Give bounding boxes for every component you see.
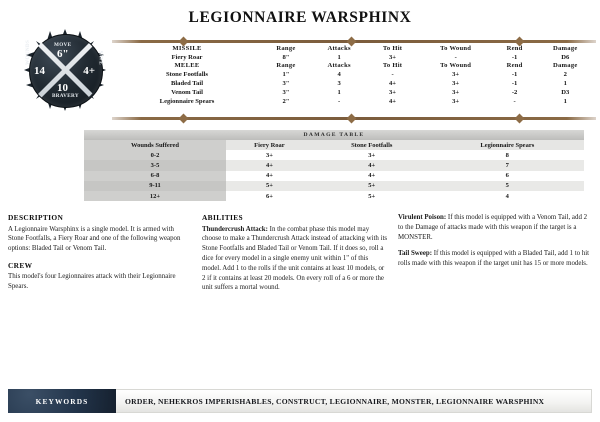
divider-top: [112, 40, 596, 43]
weapon-stat-cell: 3+: [389, 53, 397, 61]
damage-table-title: DAMAGE TABLE: [84, 130, 584, 140]
damage-value-cell: 8: [505, 151, 509, 159]
weapon-name-cell: Venom Tail: [171, 88, 203, 96]
weapon-stat-cell: D3: [561, 88, 570, 96]
weapon-stat-cell: 3: [337, 80, 341, 88]
weapons-table: [112, 44, 596, 105]
ability-virulent-poison: [398, 213, 594, 242]
damage-value-cell: 4: [505, 192, 509, 200]
keywords-bar: [8, 389, 592, 413]
damage-wounds-cell: 0-2: [84, 150, 226, 160]
weapons-row: [112, 88, 596, 97]
weapon-stat-cell: -: [513, 97, 516, 105]
damage-table-row: [84, 150, 584, 160]
divider-bottom: [112, 117, 596, 120]
weapon-stat-cell: Range: [276, 44, 296, 52]
weapon-stat-cell: To Wound: [440, 44, 472, 52]
weapon-name-cell: MELEE: [174, 62, 200, 70]
damage-table-row: [84, 160, 584, 170]
damage-value-cell: 4+: [265, 172, 273, 180]
weapon-stat-cell: 3+: [452, 97, 460, 105]
weapon-name-cell: Fiery Roar: [171, 53, 203, 61]
wheel-move-value: 6": [57, 48, 69, 60]
wheel-bravery-value: 10: [57, 82, 68, 94]
damage-wounds-cell: 3-5: [84, 160, 226, 170]
keywords-values: ORDER, NEHEKROS IMPERISHABLES, CONSTRUCT, LEGIONNAIRE, MONSTER, LEGIONNAIRE WARSPHINX: [116, 389, 592, 413]
damage-value-cell: 4+: [368, 172, 376, 180]
ability-tail-sweep: [398, 249, 594, 269]
damage-value-cell: 5: [431, 181, 584, 191]
damage-value-cell: 5+: [226, 181, 313, 191]
ability-text: In the combat phase this model may choose to make a Thundercrush Attack instead of attacking with its Stone Footfalls and Bladed Tail or Venom Tail. If it does so, roll a dice for every model in a single enemy unit within 1" of this model. Add 1 to the rolls if the unit contains at least 10 models, or 2 if it contains at least 20 models. On every roll of a 6 or more the unit suffers a mortal wound.: [202, 225, 388, 292]
damage-header-row: [84, 140, 584, 150]
weapons-row: [112, 53, 596, 62]
weapon-stat-cell: Damage: [553, 62, 578, 70]
weapon-stat-cell: -1: [511, 53, 518, 61]
ability-text: If this model is equipped with a Venom Tail, add 2 to the Damage of attacks made with this weapon if the target is a MONSTER.: [398, 214, 588, 241]
weapon-stat-cell: -2: [511, 88, 518, 96]
wheel-move-label: MOVE: [54, 42, 72, 48]
damage-header-cell: Stone Footfalls: [313, 140, 431, 150]
keywords-label: KEYWORDS: [8, 389, 116, 413]
weapon-name-cell: Stone Footfalls: [166, 71, 208, 79]
weapon-stat-cell: Rend: [506, 44, 523, 52]
wheel-save-value: 4+: [83, 65, 95, 77]
weapon-stat-cell: 1: [563, 80, 567, 88]
damage-value-cell: 7: [431, 160, 584, 170]
damage-wounds-cell: 6-8: [84, 171, 226, 181]
weapons-row: [112, 70, 596, 79]
weapon-stat-cell: -: [391, 71, 394, 79]
weapon-name-cell: Legionnaire Spears: [159, 97, 215, 105]
weapon-stat-cell: 3+: [452, 88, 460, 96]
weapon-stat-cell: 1": [282, 71, 290, 79]
weapons-row: [112, 79, 596, 88]
weapon-stat-cell: 3+: [389, 88, 397, 96]
weapon-stat-cell: -: [454, 53, 457, 61]
page-title: LEGIONNAIRE WARSPHINX: [188, 9, 412, 26]
weapon-stat-cell: -1: [511, 80, 518, 88]
weapon-stat-cell: Rend: [506, 62, 523, 70]
weapon-stat-cell: D6: [561, 53, 570, 61]
weapon-stat-cell: 1: [337, 53, 341, 61]
description-text: A Legionnaire Warsphinx is a single model. It is armed with Stone Footfalls, a Fiery Roar and one of the following weapon options: Bladed Tail or Venom Tail.: [8, 225, 181, 253]
damage-table-row: [84, 181, 584, 191]
damage-value-cell: 6: [505, 172, 509, 180]
weapon-stat-cell: 8": [282, 53, 290, 61]
ability-text: If this model is equipped with a Bladed Tail, add 1 to hit rolls made with this weapon if the target unit has 15 or more models.: [398, 250, 590, 268]
weapon-name-cell: Bladed Tail: [170, 80, 204, 88]
weapon-stat-cell: 4: [337, 71, 341, 79]
damage-value-cell: 4+: [226, 160, 313, 170]
weapon-stat-cell: 1: [337, 88, 341, 96]
damage-wounds-cell: 12+: [84, 191, 226, 201]
ability-name: Virulent Poison:: [398, 214, 447, 221]
weapons-header-row: [112, 44, 596, 53]
weapon-stat-cell: To Hit: [382, 62, 403, 70]
damage-table-row: [84, 191, 584, 201]
weapon-stat-cell: 3+: [452, 71, 460, 79]
abilities-column-secondary: [398, 213, 594, 276]
weapon-stat-cell: 3+: [452, 80, 460, 88]
crew-text: This model's four Legionnaires attack with their Legionnaire Spears.: [8, 273, 176, 291]
weapon-stat-cell: 2": [282, 97, 290, 105]
damage-wounds-cell: 9-11: [84, 181, 226, 191]
description-heading: DESCRIPTION: [8, 213, 64, 222]
ability-thundercrush-attack: [202, 225, 388, 294]
weapon-stat-cell: To Wound: [440, 62, 472, 70]
damage-table: [84, 140, 584, 201]
weapons-header-row: [112, 62, 596, 71]
weapon-stat-cell: 4+: [389, 80, 397, 88]
weapon-stat-cell: 3": [282, 88, 290, 96]
damage-table-section: [84, 130, 584, 201]
abilities-heading: ABILITIES: [202, 213, 243, 222]
damage-value-cell: 4+: [313, 160, 431, 170]
weapon-stat-cell: 4+: [389, 97, 397, 105]
ability-name: Tail Sweep:: [398, 250, 433, 258]
weapon-stat-cell: Range: [276, 62, 296, 70]
damage-value-cell: 5+: [313, 181, 431, 191]
weapon-stat-cell: 1: [563, 97, 567, 105]
wheel-wounds-value: 14: [34, 65, 45, 77]
damage-value-cell: 3+: [368, 151, 376, 159]
weapon-name-cell: MISSILE: [172, 44, 202, 52]
stat-wheel: [24, 29, 106, 111]
damage-header-cell: Fiery Roar: [226, 140, 313, 150]
damage-header-wounds: Wounds Suffered: [84, 140, 226, 150]
damage-table-row: [84, 171, 584, 181]
ability-name: Thundercrush Attack:: [202, 225, 268, 233]
weapons-row: [112, 97, 596, 106]
wheel-bravery-label: BRAVERY: [52, 93, 79, 99]
weapon-stat-cell: -1: [511, 71, 518, 79]
weapon-stat-cell: 3": [282, 80, 290, 88]
wheel-wounds-label: WOUNDS: [25, 39, 31, 65]
weapon-stat-cell: -: [338, 97, 341, 105]
abilities-column-primary: [202, 213, 388, 300]
damage-value-cell: 3+: [265, 151, 273, 159]
description-column: [8, 213, 190, 292]
weapon-stat-cell: Attacks: [327, 44, 351, 52]
crew-heading: CREW: [8, 260, 33, 270]
weapon-stat-cell: 2: [563, 71, 567, 79]
damage-header-cell: Legionnaire Spears: [431, 140, 584, 150]
damage-value-cell: 5+: [368, 192, 376, 200]
damage-value-cell: 6+: [265, 192, 273, 200]
wheel-save-label: SAVE: [97, 50, 103, 65]
weapon-stat-cell: To Hit: [382, 44, 403, 52]
weapon-stat-cell: Attacks: [327, 62, 351, 70]
weapon-stat-cell: Damage: [553, 44, 578, 52]
